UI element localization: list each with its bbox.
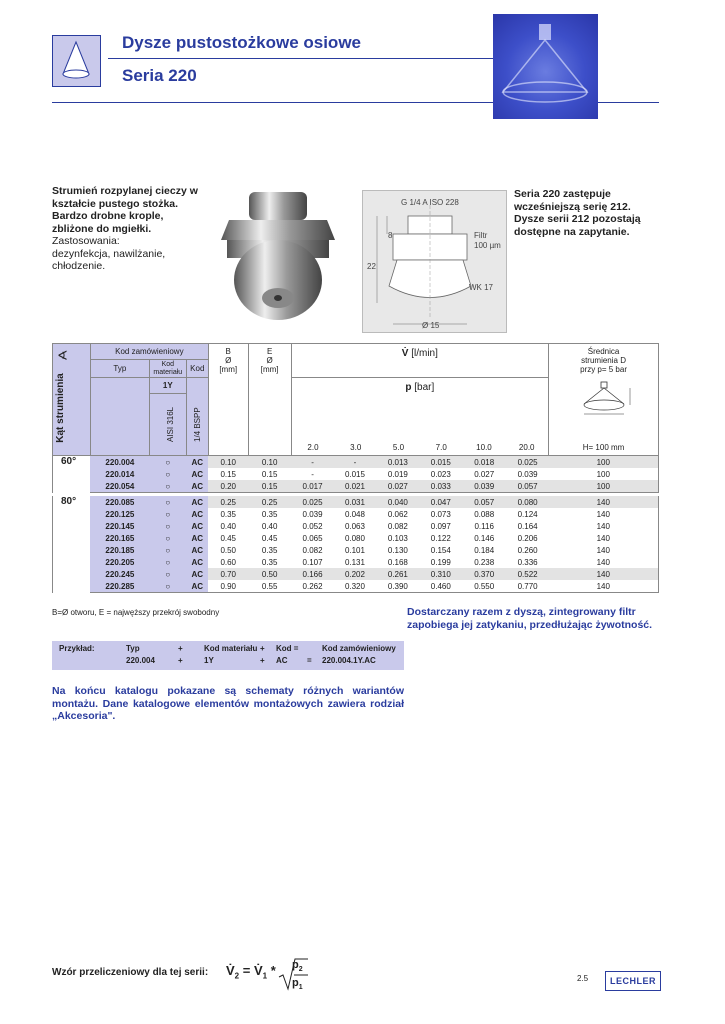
- flow-cell: 0.019: [387, 469, 408, 479]
- pressure-header: [291, 378, 548, 456]
- flow-cell: 0.103: [387, 533, 408, 543]
- table-row: [53, 520, 659, 532]
- flow-cell: 0.262: [291, 580, 334, 593]
- flow-cell: -: [311, 469, 314, 479]
- flow-cell: 0.025: [291, 496, 334, 508]
- flow-cell: 0.101: [344, 545, 365, 555]
- flow-cell: 0.065: [302, 533, 323, 543]
- spray-photo: [493, 14, 598, 119]
- b-cell: 0.25: [208, 496, 248, 508]
- flow-cell: 0.238: [474, 557, 495, 567]
- formula-sub2: 2: [234, 971, 240, 981]
- type-cell: 220.245: [90, 568, 149, 580]
- flow-cell: 0.770: [507, 580, 549, 593]
- flow-cell: 0.261: [376, 568, 420, 580]
- spray-dia-cell: 140: [549, 568, 659, 580]
- spray-dia-cell: 140: [549, 496, 659, 508]
- spray-dia-cell: 100: [549, 456, 659, 469]
- flow-symbol: V̇: [401, 348, 409, 359]
- example-order-header: Kod zamówieniowy: [322, 644, 396, 653]
- type-header-blank: [90, 378, 149, 456]
- code-cell: AC: [186, 508, 208, 520]
- table-row: [53, 480, 659, 493]
- flow-cell: 0.025: [507, 456, 549, 469]
- code-header: Kod: [186, 360, 208, 378]
- angle-icon: ∢: [57, 348, 68, 363]
- footnote: B=Ø otworu, E = najwęższy przekrój swobodny: [52, 608, 220, 617]
- spray-dia-cell: 140: [549, 580, 659, 593]
- table-row: [53, 468, 659, 480]
- flow-cell: 0.146: [474, 533, 495, 543]
- formula-times: *: [270, 963, 276, 978]
- flow-cell: 0.047: [420, 496, 462, 508]
- flow-cell: 0.184: [474, 545, 495, 555]
- flow-cell: 0.206: [517, 533, 538, 543]
- applications-label: Zastosowania:: [52, 235, 120, 247]
- filter-label: Filtr: [474, 231, 488, 240]
- b-cell: 0.10: [208, 456, 248, 469]
- flow-cell: 0.048: [344, 509, 365, 519]
- flow-cell: -: [334, 456, 376, 469]
- spray-dia-cell: 100: [549, 480, 659, 493]
- flow-cell: 0.460: [420, 580, 462, 593]
- table-row: [53, 532, 659, 544]
- table-row: [53, 556, 659, 568]
- thread-col: [186, 378, 208, 456]
- flow-cell: 0.031: [334, 496, 376, 508]
- type-cell: 220.054: [90, 480, 149, 493]
- thread-label: G 1/4 A ISO 228: [401, 198, 459, 207]
- example-order-value: 220.004.1Y.AC: [322, 656, 376, 665]
- product-description: [52, 185, 202, 273]
- formula-p1: p: [292, 977, 299, 989]
- material-cell: ○: [149, 496, 186, 508]
- spray-dia-cell: 140: [549, 556, 659, 568]
- h-label: H= 100 mm: [582, 443, 625, 452]
- e-cell: 0.35: [261, 545, 278, 555]
- e-cell: 0.15: [261, 469, 278, 479]
- filter-note: Dostarczany razem z dyszą, zintegrowany filtr zapobiega jej zatykaniu, przedłużając żywotność.: [407, 606, 653, 631]
- b-cell: 0.90: [208, 580, 248, 593]
- material-col: [149, 394, 186, 456]
- flow-cell: 0.336: [517, 557, 538, 567]
- angle-value: 60°: [53, 456, 91, 493]
- page-subtitle: Seria 220: [122, 66, 197, 85]
- flow-cell: 0.018: [462, 456, 507, 469]
- table-row: [53, 508, 659, 520]
- series-note: Seria 220 zastępuje wcześniejszą serię 212. Dysze serii 212 pozostają dostępne na zapytanie.: [514, 188, 641, 238]
- example-plus: +: [260, 644, 265, 653]
- type-cell: 220.165: [90, 532, 149, 544]
- flow-cell: 0.124: [517, 509, 538, 519]
- flow-cell: 0.522: [507, 568, 549, 580]
- spray-dia-cell: 140: [549, 508, 659, 520]
- b-cell: 0.70: [208, 568, 248, 580]
- code-cell: AC: [186, 520, 208, 532]
- spray-dia-cell: 140: [549, 520, 659, 532]
- flow-cell: 0.062: [387, 509, 408, 519]
- flow-cell: 0.122: [430, 533, 451, 543]
- angle-value: 80°: [53, 496, 91, 593]
- type-cell: 220.014: [90, 468, 149, 480]
- pressure-unit: [bar]: [414, 382, 435, 393]
- example-plus: +: [178, 656, 183, 665]
- flow-cell: 0.057: [462, 496, 507, 508]
- flow-cell: 0.390: [376, 580, 420, 593]
- flow-cell: 0.202: [334, 568, 376, 580]
- example-label: Przykład:: [59, 644, 95, 653]
- type-cell: 220.185: [90, 544, 149, 556]
- material-cell: ○: [149, 556, 186, 568]
- flow-cell: 0.039: [462, 480, 507, 493]
- flow-cell: 0.039: [517, 469, 538, 479]
- page-title: Dysze pustostożkowe osiowe: [122, 33, 361, 52]
- code-cell: AC: [186, 456, 208, 469]
- flow-cell: 0.164: [517, 521, 538, 531]
- example-equals: =: [307, 656, 312, 665]
- flow-cell: 0.310: [420, 568, 462, 580]
- flow-cell: 0.027: [474, 469, 495, 479]
- type-cell: 220.145: [90, 520, 149, 532]
- flow-cell: 0.052: [302, 521, 323, 531]
- b-cell: 0.45: [220, 533, 237, 543]
- formula-p2: p: [292, 959, 299, 971]
- code-cell: AC: [186, 532, 208, 544]
- type-cell: 220.205: [90, 556, 149, 568]
- thread-name: 1/4 BSPP: [192, 407, 202, 442]
- wk-label: WK 17: [469, 283, 494, 292]
- flow-cell: 0.088: [474, 509, 495, 519]
- header-divider: [108, 58, 493, 59]
- example-type-value: 220.004: [126, 656, 155, 665]
- table-row: [53, 568, 659, 580]
- flow-cell: 0.023: [430, 469, 451, 479]
- b-cell: 0.35: [220, 509, 237, 519]
- e-header: [248, 344, 291, 456]
- flow-cell: 0.073: [430, 509, 451, 519]
- formula-p1sub: 1: [298, 984, 303, 992]
- table-row: [53, 580, 659, 593]
- applications-text: dezynfekcja, nawilżanie, chłodzenie.: [52, 247, 166, 272]
- material-code-header: Kod materiału: [149, 360, 186, 378]
- nozzle-image: [207, 190, 349, 330]
- flow-cell: 0.015: [420, 456, 462, 469]
- code-cell: AC: [186, 568, 208, 580]
- b-unit: [mm]: [219, 365, 238, 374]
- angle-label: Kąt strumienia: [55, 373, 66, 443]
- material-cell: ○: [149, 456, 186, 469]
- catalog-note: Na końcu katalogu pokazane są schematy różnych wariantów montażu. Dane katalogowe elementów montażowych zawiera rodział „Akcesoria".: [52, 685, 404, 722]
- example-code-header: Kod =: [276, 644, 299, 653]
- diameter-label: Ø 15: [422, 321, 440, 330]
- material-name: AISI 316L: [165, 406, 175, 442]
- flow-cell: 0.131: [344, 557, 365, 567]
- e-unit: [mm]: [260, 365, 279, 374]
- code-cell: AC: [186, 468, 208, 480]
- flow-cell: 0.166: [291, 568, 334, 580]
- flow-cell: 0.116: [474, 521, 494, 531]
- flow-cell: 0.039: [302, 509, 323, 519]
- pressure-value: 20.0: [518, 443, 535, 452]
- formula-label: Wzór przeliczeniowy dla tej serii:: [52, 967, 209, 978]
- technical-drawing: [362, 190, 507, 333]
- type-cell: 220.285: [90, 580, 149, 593]
- dim-8: 8: [388, 231, 393, 240]
- table-row: [53, 496, 659, 508]
- e-cell: 0.35: [261, 557, 278, 567]
- e-cell: 0.50: [248, 568, 291, 580]
- b-cell: 0.15: [220, 469, 237, 479]
- flow-cell: 0.107: [302, 557, 323, 567]
- type-header: Typ: [90, 360, 149, 378]
- order-code-header: Kod zamówieniowy: [90, 344, 208, 360]
- logo-text: LECHLER: [610, 976, 656, 986]
- formula-v2: V̇: [226, 963, 235, 978]
- spray-diagram-icon: [574, 380, 634, 420]
- filter-size: 100 µm: [474, 241, 501, 250]
- e-cell: 0.15: [248, 480, 291, 493]
- flow-cell: 0.080: [344, 533, 365, 543]
- flow-cell: 0.199: [430, 557, 451, 567]
- material-cell: ○: [149, 544, 186, 556]
- dim-22: 22: [367, 262, 376, 271]
- lechler-logo: [605, 971, 661, 991]
- flow-cell: 0.021: [334, 480, 376, 493]
- flow-cell: 0.320: [334, 580, 376, 593]
- flow-cell: 0.063: [344, 521, 365, 531]
- code-cell: AC: [186, 556, 208, 568]
- e-cell: 0.25: [248, 496, 291, 508]
- example-mat-value: 1Y: [204, 656, 214, 665]
- e-cell: 0.55: [248, 580, 291, 593]
- example-plus: +: [260, 656, 265, 665]
- b-cell: 0.60: [220, 557, 237, 567]
- flow-cell: 0.082: [302, 545, 323, 555]
- flow-header: [291, 344, 548, 378]
- spray-dia-cell: 100: [549, 468, 659, 480]
- formula-p2sub: 2: [298, 966, 303, 974]
- table-row: [53, 544, 659, 556]
- pressure-value: 10.0: [476, 443, 492, 452]
- pressure-value: 7.0: [435, 443, 447, 452]
- spray-dia-cell: 140: [549, 544, 659, 556]
- flow-cell: 0.040: [376, 496, 420, 508]
- example-type-header: Typ: [126, 644, 140, 653]
- angle-header: [53, 344, 91, 456]
- material-cell: ○: [149, 508, 186, 520]
- flow-cell: 0.013: [376, 456, 420, 469]
- b-cell: 0.20: [208, 480, 248, 493]
- spec-table: [52, 343, 659, 593]
- material-code: 1Y: [149, 378, 186, 394]
- flow-cell: 0.027: [376, 480, 420, 493]
- e-cell: 0.10: [248, 456, 291, 469]
- material-cell: ○: [149, 568, 186, 580]
- pressure-symbol: p: [405, 382, 412, 393]
- formula-eq: = V̇: [242, 963, 263, 978]
- formula-sub1: 1: [262, 971, 268, 981]
- type-cell: 220.125: [90, 508, 149, 520]
- b-dia: Ø: [225, 356, 232, 365]
- material-cell: ○: [149, 580, 186, 593]
- flow-cell: 0.260: [517, 545, 538, 555]
- b-cell: 0.40: [220, 521, 237, 531]
- b-cell: 0.50: [220, 545, 237, 555]
- flow-cell: 0.550: [462, 580, 507, 593]
- example-box: [52, 641, 404, 670]
- code-cell: AC: [186, 496, 208, 508]
- pressure-value: 5.0: [392, 443, 405, 452]
- pressure-values: [292, 443, 548, 452]
- material-cell: ○: [149, 532, 186, 544]
- flow-cell: 0.080: [507, 496, 549, 508]
- spray-dia-label1: Średnica: [587, 347, 620, 356]
- code-cell: AC: [186, 544, 208, 556]
- example-mat-header: Kod materiału: [204, 644, 258, 653]
- code-cell: AC: [186, 480, 208, 493]
- flow-cell: 0.370: [462, 568, 507, 580]
- flow-cell: 0.097: [430, 521, 451, 531]
- example-plus: +: [178, 644, 183, 653]
- description-bold: Strumień rozpylanej cieczy w kształcie pustego stożka. Bardzo drobne krople, zbliżone do mgiełki.: [52, 185, 198, 235]
- e-cell: 0.35: [261, 509, 278, 519]
- spray-dia-cell: 140: [549, 532, 659, 544]
- e-cell: 0.40: [261, 521, 278, 531]
- material-cell: ○: [149, 480, 186, 493]
- b-header: [208, 344, 248, 456]
- b-label: B: [225, 347, 231, 356]
- page-number: 2.5: [577, 974, 589, 983]
- flow-cell: 0.033: [420, 480, 462, 493]
- flow-cell: 0.057: [507, 480, 549, 493]
- flow-cell: 0.168: [387, 557, 408, 567]
- type-cell: 220.085: [90, 496, 149, 508]
- spray-dia-header: [549, 344, 659, 456]
- pressure-value: 3.0: [350, 443, 362, 452]
- e-cell: 0.45: [261, 533, 278, 543]
- spray-cone-icon: [52, 35, 101, 87]
- spray-dia-label3: przy p= 5 bar: [580, 365, 627, 374]
- flow-unit: [l/min]: [411, 348, 438, 359]
- flow-cell: 0.015: [344, 469, 365, 479]
- pressure-value: 2.0: [307, 443, 319, 452]
- type-cell: 220.004: [90, 456, 149, 469]
- material-cell: ○: [149, 468, 186, 480]
- e-label: E: [266, 347, 273, 356]
- spray-dia-label2: strumienia D: [581, 356, 626, 365]
- flow-cell: 0.017: [291, 480, 334, 493]
- material-cell: ○: [149, 520, 186, 532]
- table-row: [53, 456, 659, 469]
- flow-cell: 0.154: [430, 545, 451, 555]
- flow-cell: 0.130: [387, 545, 408, 555]
- flow-cell: 0.082: [387, 521, 408, 531]
- e-dia: Ø: [266, 356, 273, 365]
- example-code-value: AC: [276, 656, 288, 665]
- code-cell: AC: [186, 580, 208, 593]
- flow-cell: -: [291, 456, 334, 469]
